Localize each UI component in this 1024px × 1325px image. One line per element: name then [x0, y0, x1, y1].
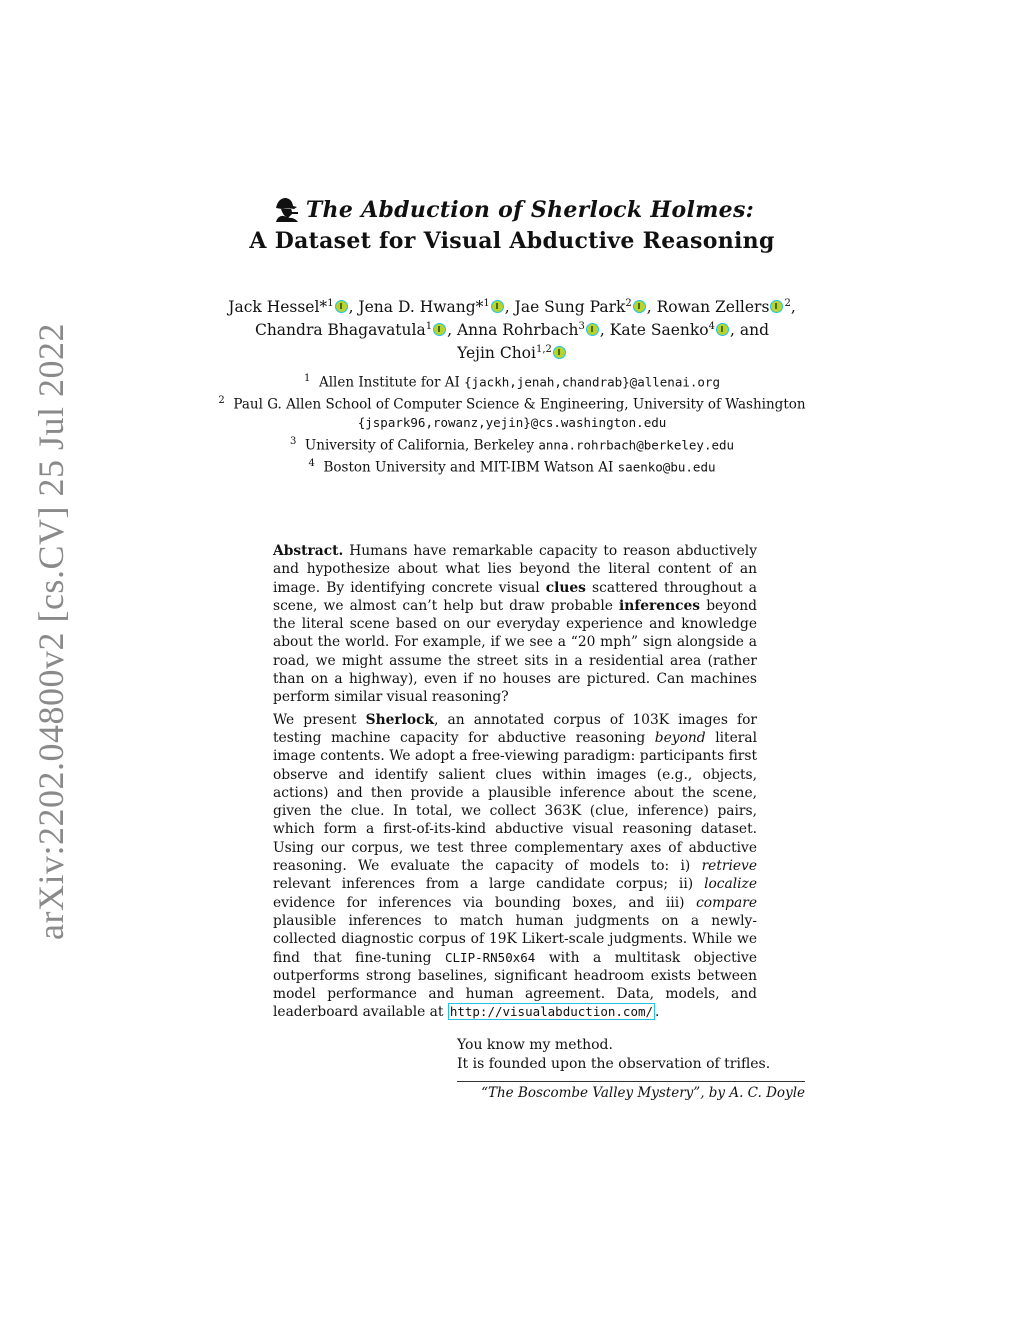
author-name: Jena D. Hwang*	[358, 298, 484, 317]
author-name: Yejin Choi	[457, 344, 536, 363]
affiliation-1: $^1$ Allen Institute for AI {jackh,jenah,chandrab}@allenai.org	[304, 373, 720, 391]
orcid-icon[interactable]	[770, 300, 783, 313]
affiliation-list	[0, 370, 1024, 477]
title-text-line1: The Abduction of Sherlock Holmes:	[305, 197, 755, 223]
author-name: Kate Saenko	[609, 321, 709, 340]
paper-title-line1	[0, 196, 1024, 228]
epigraph-line-2: It is founded upon the observation of trifles.	[457, 1056, 771, 1072]
paper-title-line2: A Dataset for Visual Abductive Reasoning	[249, 228, 775, 254]
orcid-icon[interactable]	[716, 323, 729, 336]
arxiv-identifier: arXiv:2202.04800v2 [cs.CV] 25 Jul 2022	[31, 323, 71, 940]
affiliation-3: $^3$ University of California, Berkeley anna.rohrbach@berkeley.edu	[289, 435, 735, 453]
affiliation-2: $^2$ Paul G. Allen School of Computer Science & Engineering, University of Washington	[218, 395, 806, 413]
abstract-paragraph-2: We present Sherlock, an annotated corpus of 103K images for testing machine capacity for abductive reasoning beyond literal image contents. We adopt a free-viewing paradigm: participants first observe and identify salient clues within images (e.g., objects, actions) and then provide a plausible inference about the scene, given the clue. In total, we collect 363K (clue, inference) pairs, which form a first-of-its-kind abductive visual reasoning dataset. Using our corpus, we test three complementary axes of abductive reasoning. We evaluate the capacity of models to: i) retrieve relevant inferences from a large candidate corpus; ii) localize evidence for inferences via bounding boxes, and iii) compare plausible inferences to match human judgments on a newly-collected diagnostic corpus of 19K Likert-scale judgments. While we find that fine-tuning CLIP-RN50x64 with a multitask objective outperforms strong baselines, significant headroom exists between model performance and human agreement. Data, models, and leaderboard available at http://visualabduction.com/ .	[273, 711, 757, 1021]
email: anna.rohrbach@berkeley.edu	[538, 437, 735, 452]
orcid-icon[interactable]	[586, 323, 599, 336]
orcid-icon[interactable]	[633, 300, 646, 313]
orcid-icon[interactable]	[553, 346, 566, 359]
author-name: Jae Sung Park	[514, 298, 626, 317]
abstract-paragraph-1: Abstract. Humans have remarkable capacity to reason abductively and hypothesize about what lies beyond the literal content of an image. By identifying concrete visual clues scattered throughout a scene, we almost can’t help but draw probable inferences beyond the literal scene based on our everyday experience and knowledge about the world. For example, if we see a “20 mph” sign alongside a road, we might assume the street sits in a residential area (rather than on a highway), even if no houses are pictured. Can machines perform similar visual reasoning?	[273, 543, 758, 706]
email: {jackh,jenah,chandrab}@allenai.org	[464, 374, 720, 390]
epigraph-divider	[457, 1081, 805, 1082]
epigraph-line-1: You know my method.	[457, 1037, 613, 1053]
orcid-icon[interactable]	[491, 300, 504, 313]
epigraph	[457, 1036, 805, 1074]
abstract	[273, 542, 757, 1022]
email: saenko@bu.edu	[617, 459, 716, 474]
abstract-heading: Abstract.	[273, 543, 344, 559]
epigraph-citation: “The Boscombe Valley Mystery”, by A. C. Doyle	[481, 1085, 805, 1101]
author-list: Jack Hessel*$^1$ , Jena D. Hwang*$^1$ , Jae Sung Park$^2$ , Rowan Zellers $^2$, Chandra Bhagavatula$^1$ , Anna Rohrbach$^3$ , Kate Saenko$^4$ , and Yejin Choi$^{1,2}$	[228, 298, 796, 363]
model-name: CLIP-RN50x64	[445, 949, 536, 965]
sherlock-hat-icon	[270, 196, 300, 228]
project-url-link[interactable]: http://visualabduction.com/	[449, 1004, 654, 1020]
author-name: Rowan Zellers	[656, 298, 770, 317]
affiliation-4: $^4$ Boston University and MIT-IBM Watson AI saenko@bu.edu	[308, 457, 716, 475]
author-name: Anna Rohrbach	[456, 321, 579, 340]
orcid-icon[interactable]	[335, 300, 348, 313]
orcid-icon[interactable]	[433, 323, 446, 336]
author-name: Jack Hessel*	[228, 298, 328, 317]
email: {jspark96,rowanz,yejin}@cs.washington.edu	[357, 415, 667, 430]
author-name: Chandra Bhagavatula	[254, 321, 426, 340]
